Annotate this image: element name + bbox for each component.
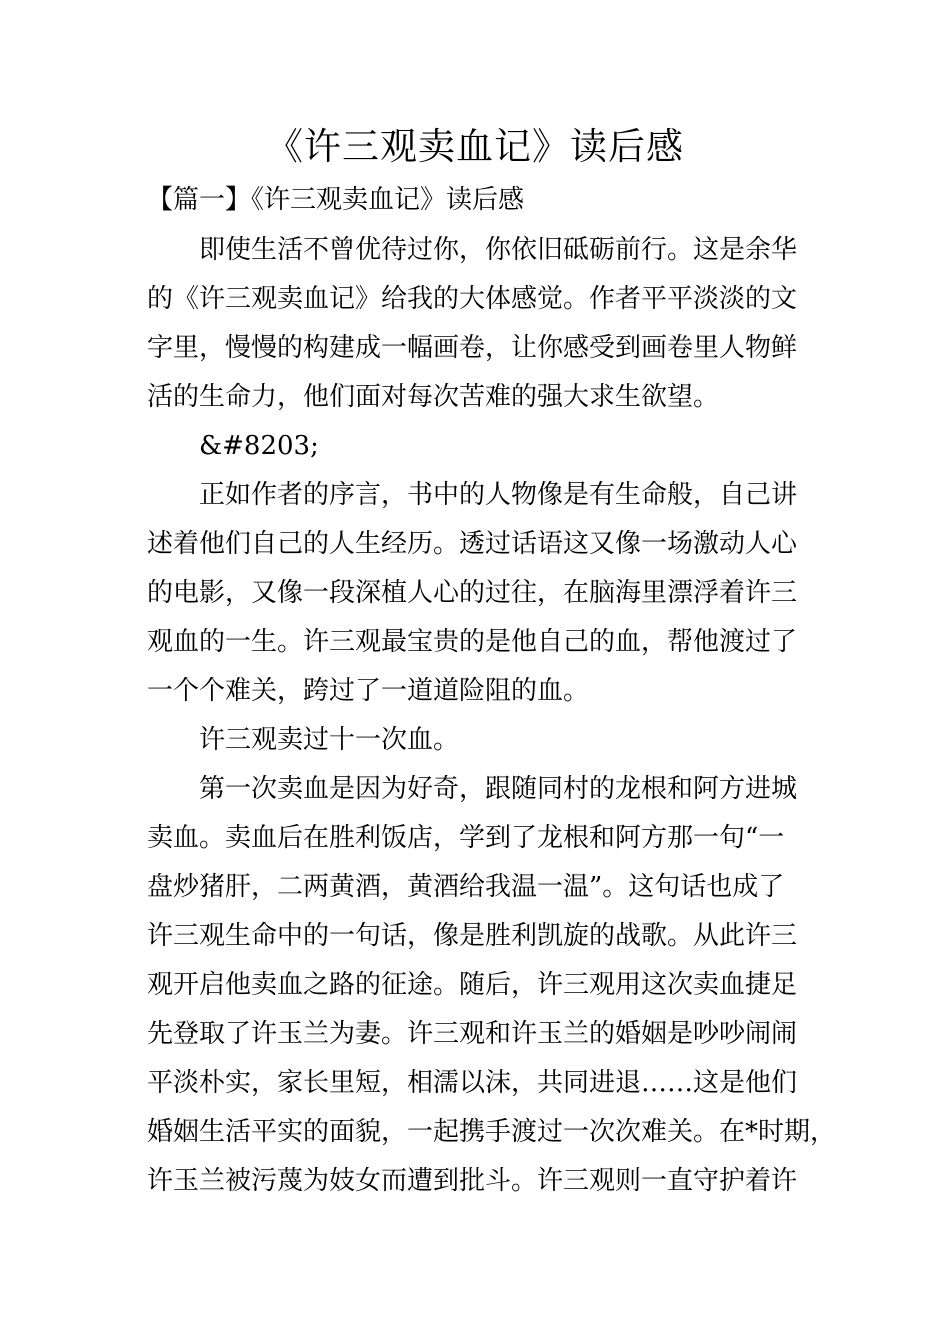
paragraph-line: 平淡朴实，家长里短，相濡以沫，共同进退……这是他们 (147, 1068, 798, 1098)
document-title: 《许三观卖血记》读后感 (266, 125, 684, 168)
paragraph-line: 观血的一生。许三观最宝贵的是他自己的血，帮他渡过了 (147, 627, 798, 657)
paragraph-line: 许三观生命中的一句话，像是胜利凯旋的战歌。从此许三 (147, 921, 798, 951)
paragraph-line: 先登取了许玉兰为妻。许三观和许玉兰的婚姻是吵吵闹闹 (147, 1019, 798, 1049)
paragraph-line: 婚姻生活平实的面貌，一起携手渡过一次次难关。在*时期， (147, 1117, 837, 1147)
document-body (147, 226, 837, 1206)
paragraph-line: &#8203; (199, 431, 319, 461)
paragraph-line: 述着他们自己的人生经历。透过话语这又像一场激动人心 (147, 529, 798, 559)
paragraph (147, 422, 817, 471)
paragraph-line: 一个个难关，跨过了一道道险阻的血。 (147, 676, 590, 706)
section-heading: 【篇一】《许三观卖血记》读后感 (147, 185, 525, 215)
paragraph-line: 第一次卖血是因为好奇，跟随同村的龙根和阿方进城 (199, 774, 798, 804)
paragraph-line: 活的生命力，他们面对每次苦难的强大求生欲望。 (147, 382, 720, 412)
paragraph-line: 许玉兰被污蔑为妓女而遭到批斗。许三观则一直守护着许 (147, 1166, 798, 1196)
paragraph-line: 的电影，又像一段深植人心的过往，在脑海里漂浮着许三 (147, 578, 798, 608)
paragraph-line: 正如作者的序言，书中的人物像是有生命般，自己讲 (199, 480, 798, 510)
paragraph-line: 观开启他卖血之路的征途。随后，许三观用这次卖血捷足 (147, 970, 798, 1000)
paragraph-line: 即使生活不曾优待过你，你依旧砥砺前行。这是余华 (199, 235, 798, 265)
paragraph (147, 226, 817, 422)
paragraph (147, 716, 817, 765)
paragraph (147, 765, 837, 1206)
paragraph (147, 471, 817, 716)
paragraph-line: 字里，慢慢的构建成一幅画卷，让你感受到画卷里人物鲜 (147, 333, 798, 363)
paragraph-line: 许三观卖过十一次血。 (199, 725, 460, 755)
paragraph-line: 卖血。卖血后在胜利饭店，学到了龙根和阿方那一句“一 (147, 823, 785, 853)
paragraph-line: 的《许三观卖血记》给我的大体感觉。作者平平淡淡的文 (147, 284, 798, 314)
paragraph-line: 盘炒猪肝，二两黄酒，黄酒给我温一温”。这句话也成了 (147, 872, 785, 902)
